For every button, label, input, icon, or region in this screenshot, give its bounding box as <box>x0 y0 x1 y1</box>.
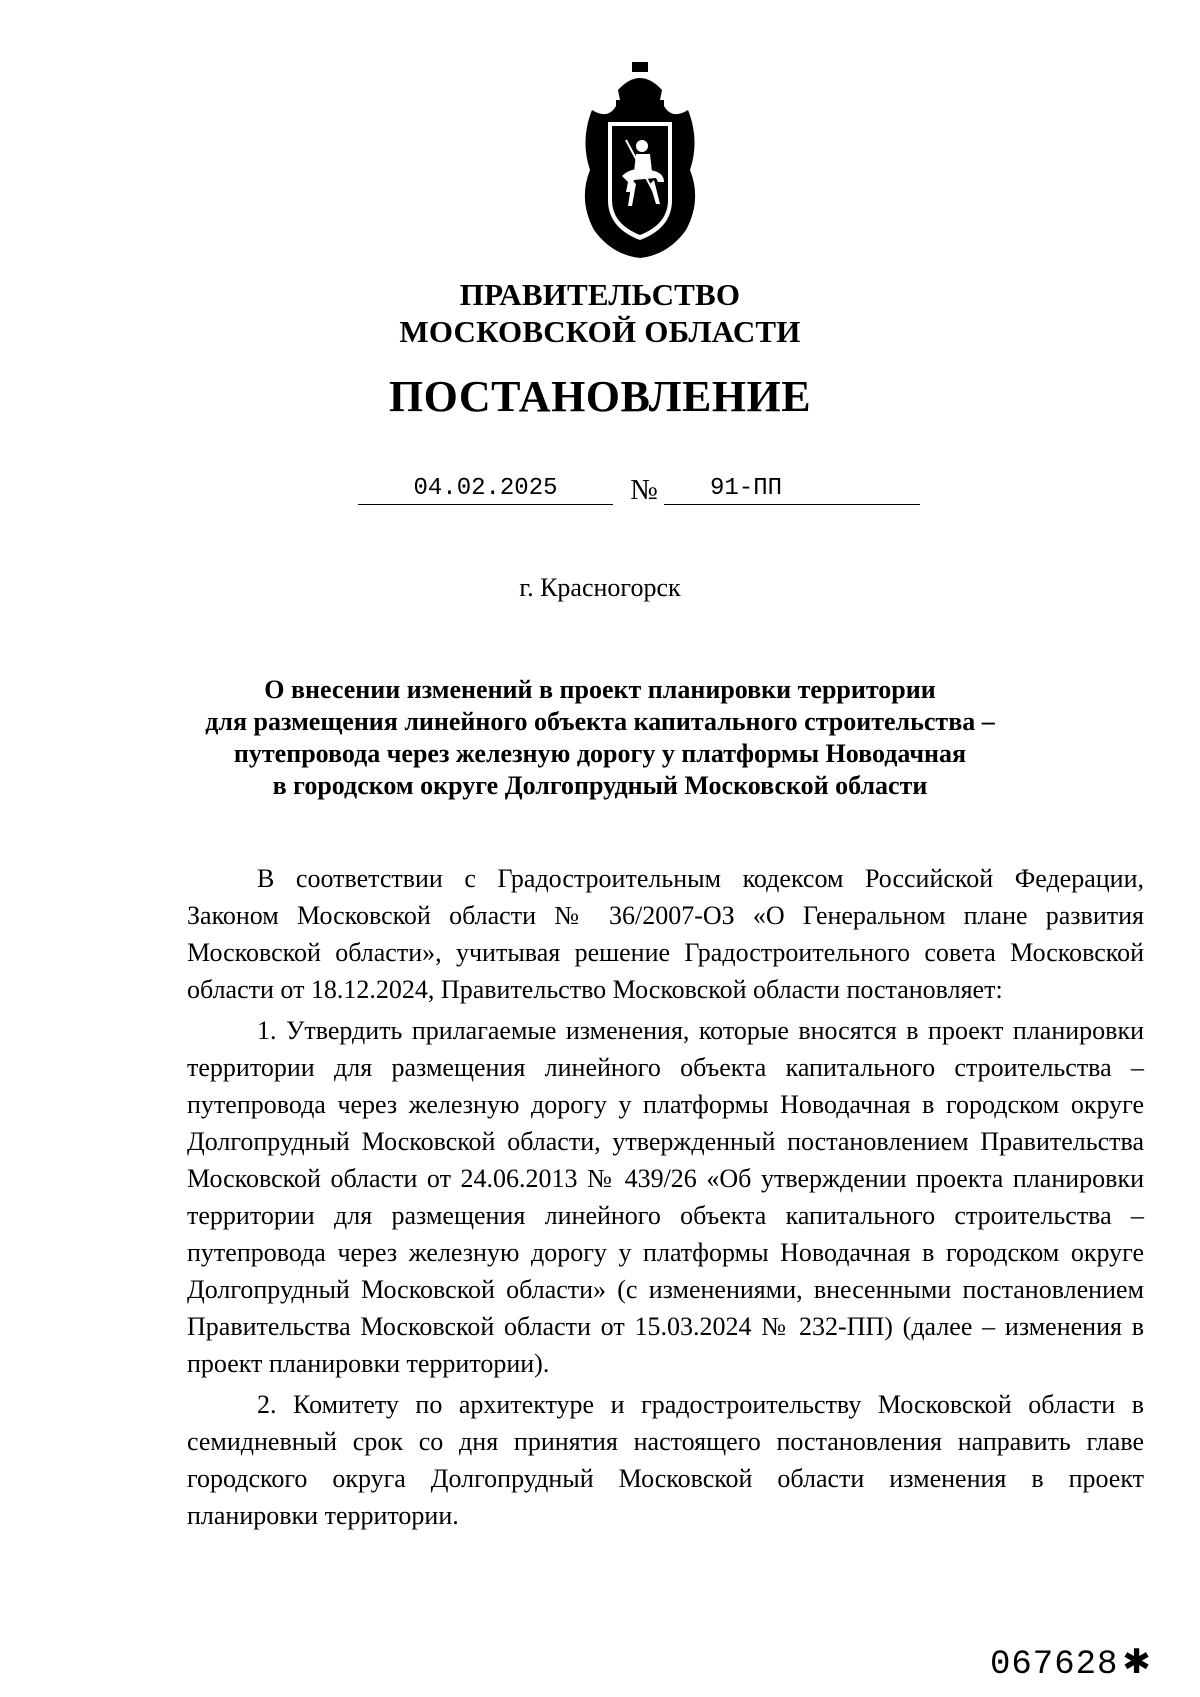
document-number: 91-ПП <box>664 474 920 505</box>
city-name: г. Красногорск <box>519 573 681 602</box>
title-line: для размещения линейного объекта капитального строительства – <box>205 707 995 736</box>
body-paragraph-item-1: 1. Утвердить прилагаемые изменения, которые вносятся в проект планировки территории для размещения линейного объекта капитального строительства – путепровода через железную дорогу у платформы Новодачная в городском округе Долгопрудный Московской области, утвержденный постановлением Правительства Московской области от 24.06.2013 № 439/26 «Об утверждении проекта планировки территории для размещения линейного объекта капитального строительства – путепровода через железную дорогу у платформы Новодачная в городском округе Долгопрудный Московской области» (с изменениями, внесенными постановлением Правительства Московской области от 15.03.2024 № 232-ПП) (далее – изменения в проект планировки территории). <box>187 1016 1144 1378</box>
organization-name-line1: ПРАВИТЕЛЬСТВО <box>459 277 741 312</box>
title-line: путепровода через железную дорогу у платформы Новодачная <box>233 739 967 768</box>
number-sign: № <box>630 474 658 506</box>
body-paragraph-intro: В соответствии с Градостроительным кодексом Российской Федерации, Законом Московской области № 36/2007-ОЗ «О Генеральном плане развития Московской области», учитывая решение Градостроительного совета Московской области от 18.12.2024, Правительство Московской области постановляет: <box>187 864 1144 1004</box>
serial-number: 067628 <box>990 1646 1119 1684</box>
body-paragraph-item-2: 2. Комитету по архитектуре и градостроительству Московской области в семидневный срок со дня принятия настоящего постановления направить главе городского округа Долгопрудный Московской области изменения в проект планировки территории. <box>187 1390 1144 1530</box>
organization-name-line2: МОСКОВСКОЙ ОБЛАСТИ <box>399 314 801 349</box>
document-body <box>187 860 1144 1538</box>
title-line: в городском округе Долгопрудный Московской области <box>272 771 928 800</box>
coat-of-arms-icon <box>572 60 708 260</box>
document-title <box>150 674 1050 802</box>
document-type: ПОСТАНОВЛЕНИЕ <box>388 372 812 421</box>
document-date: 04.02.2025 <box>358 474 613 505</box>
title-line: О внесении изменений в проект планировки территории <box>264 675 936 704</box>
serial-number-stamp <box>990 1640 1180 1684</box>
serial-mark-icon: ✱ <box>1122 1642 1152 1682</box>
